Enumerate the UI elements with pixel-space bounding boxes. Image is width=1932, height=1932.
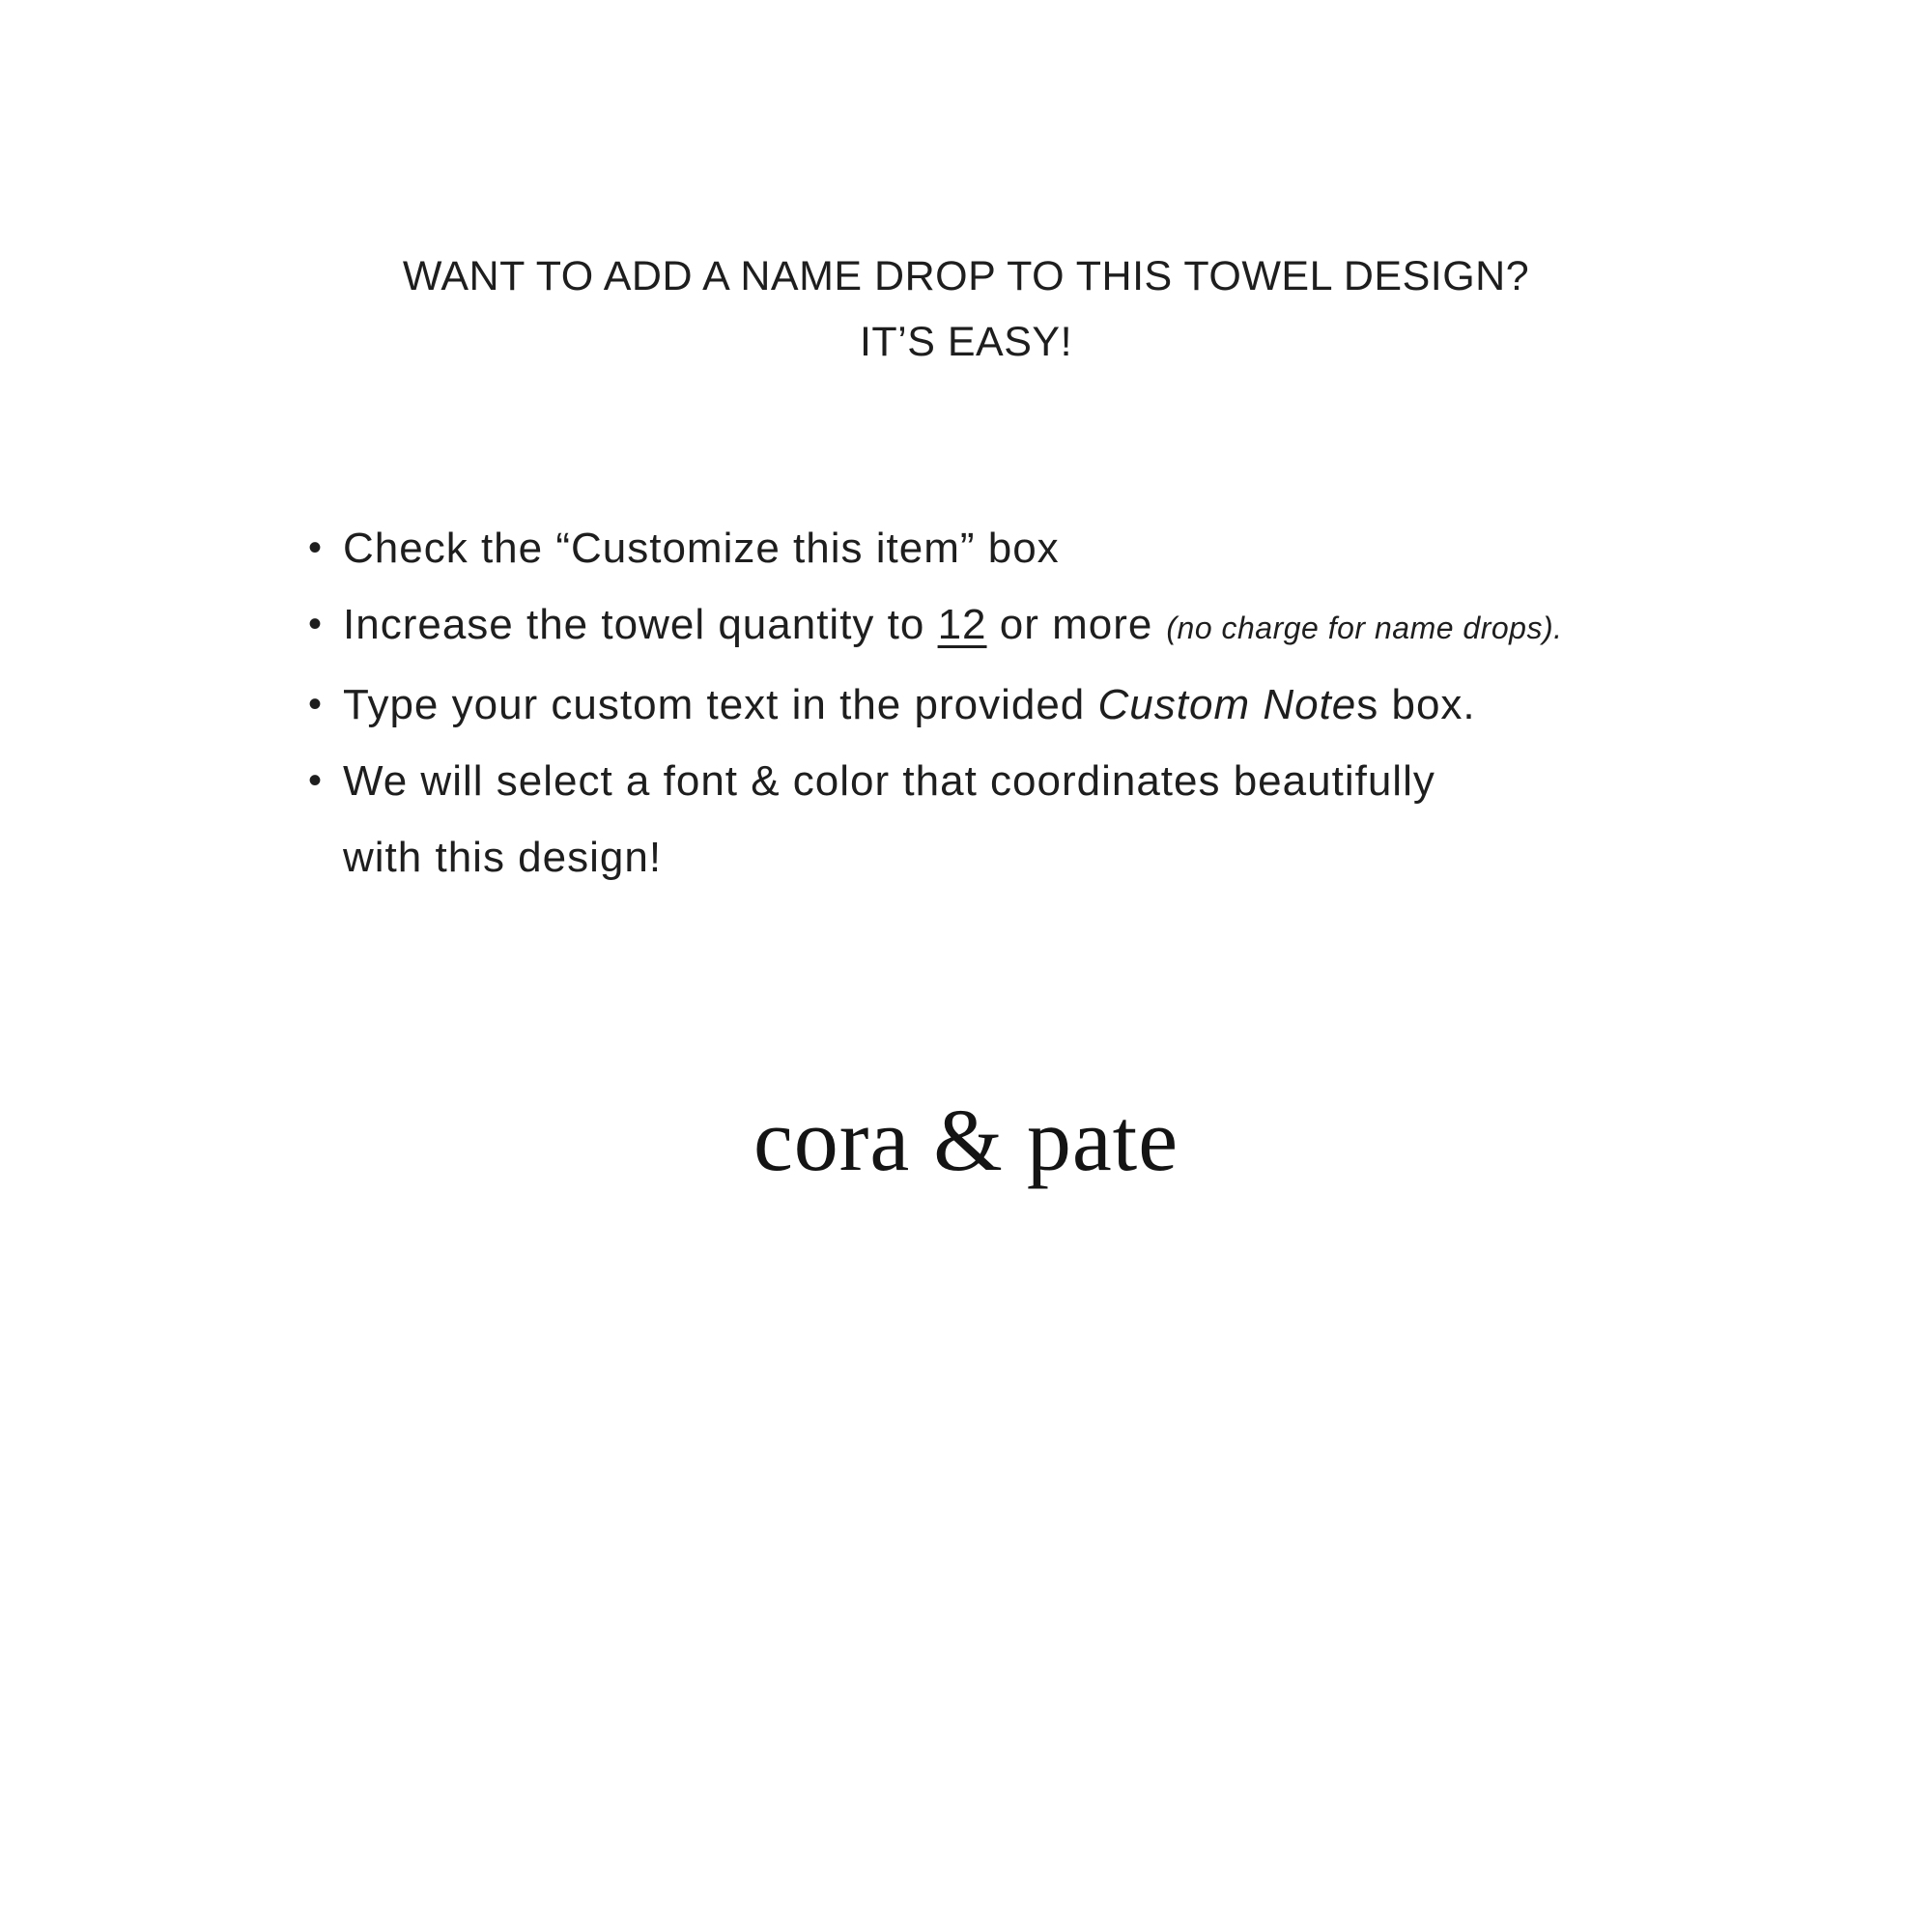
list-item-quantity <box>308 586 1776 667</box>
bullet-icon: • <box>308 759 324 802</box>
custom-notes-suffix: s box. <box>1356 681 1476 728</box>
page-title-line2: IT’S EASY! <box>859 319 1073 365</box>
bullet-icon: • <box>308 526 324 569</box>
list-item-text <box>343 757 1435 881</box>
page-title-line1: WANT TO ADD A NAME DROP TO THIS TOWEL DESIGN? <box>402 253 1530 299</box>
list-item-font-color <box>308 743 1776 895</box>
custom-notes-prefix: Type your custom text in the provided <box>343 681 1098 728</box>
brand-logo: cora & pate <box>753 1091 1179 1189</box>
no-charge-note: (no charge for name drops). <box>1166 611 1563 645</box>
list-item-custom-notes <box>308 667 1776 743</box>
quantity-number: 12 <box>937 601 987 648</box>
page-title <box>0 243 1932 375</box>
custom-notes-label: Custom Note <box>1097 681 1357 728</box>
list-item-text <box>343 681 1476 728</box>
list-item-check-box <box>308 510 1776 586</box>
font-color-line2: with this design! <box>343 834 663 881</box>
bullet-icon: • <box>308 683 324 725</box>
bullet-icon: • <box>308 603 324 645</box>
list-item-text <box>343 601 1563 648</box>
quantity-text-prefix: Increase the towel quantity to <box>343 601 938 648</box>
list-item-text: Check the “Customize this item” box <box>343 525 1060 572</box>
instructions-list <box>308 510 1776 895</box>
font-color-line1: We will select a font & color that coordinates beautifully <box>343 757 1435 805</box>
quantity-text-middle: or more <box>986 601 1153 648</box>
